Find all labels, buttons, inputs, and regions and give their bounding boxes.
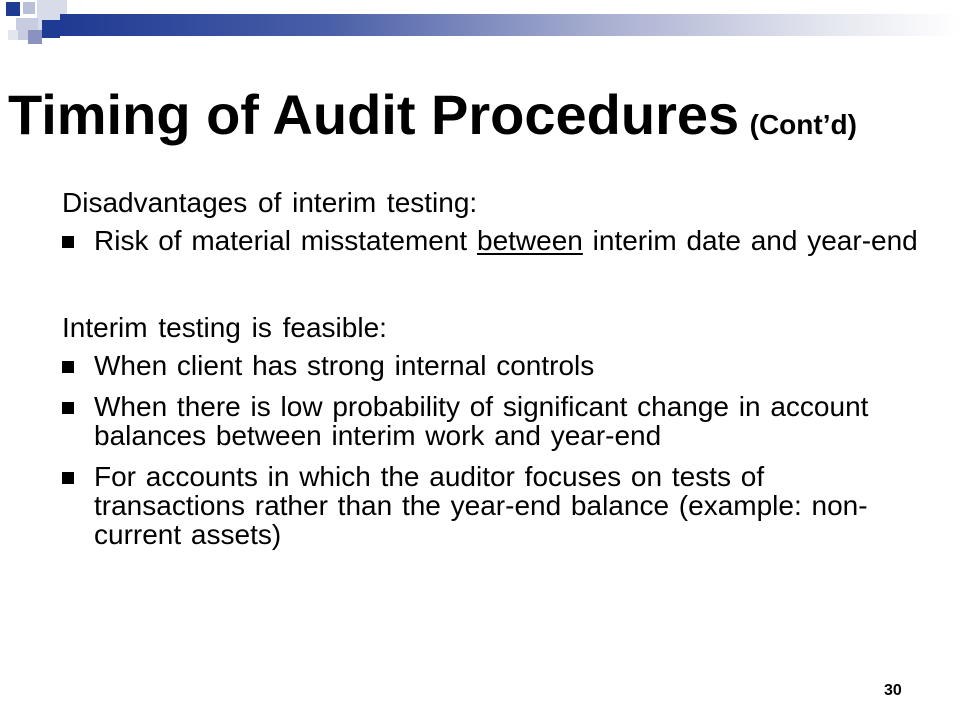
- spacer: [62, 267, 922, 311]
- feasible-list: [62, 351, 922, 549]
- decorative-square: [6, 2, 20, 16]
- slide-title: [8, 82, 857, 147]
- bullet-text: When there is low probability of significant change in account balances between interim work and year-end: [94, 391, 869, 451]
- square-bullet-icon: [62, 236, 74, 248]
- bullet-text-emphasis: between: [477, 225, 583, 256]
- decorative-square: [8, 30, 18, 40]
- section-heading-disadvantages: Disadvantages of interim testing:: [62, 187, 478, 218]
- square-bullet-icon: [62, 402, 74, 414]
- header-gradient-bar: [60, 14, 960, 36]
- decorative-square: [42, 20, 60, 38]
- list-item: [62, 226, 922, 255]
- title-suffix: (Cont’d): [749, 109, 857, 140]
- bullet-text-prefix: Risk of material misstatement: [94, 225, 477, 256]
- page-number: 30: [884, 682, 902, 699]
- title-main: Timing of Audit Procedures: [8, 83, 740, 146]
- list-item: [62, 392, 922, 450]
- list-item: [62, 462, 922, 549]
- square-bullet-icon: [62, 472, 74, 484]
- square-bullet-icon: [62, 361, 74, 373]
- bullet-text: For accounts in which the auditor focuses on tests of transactions rather than the year-end balance (example: non-current assets): [94, 461, 868, 550]
- disadvantages-list: [62, 226, 922, 255]
- slide-body: [62, 186, 922, 561]
- section-heading-feasible: Interim testing is feasible:: [62, 312, 387, 343]
- list-item: [62, 351, 922, 380]
- decorative-square: [23, 2, 35, 14]
- decorative-square: [28, 30, 42, 44]
- bullet-text: When client has strong internal controls: [94, 350, 595, 381]
- bullet-text-suffix: interim date and year-end: [582, 225, 918, 256]
